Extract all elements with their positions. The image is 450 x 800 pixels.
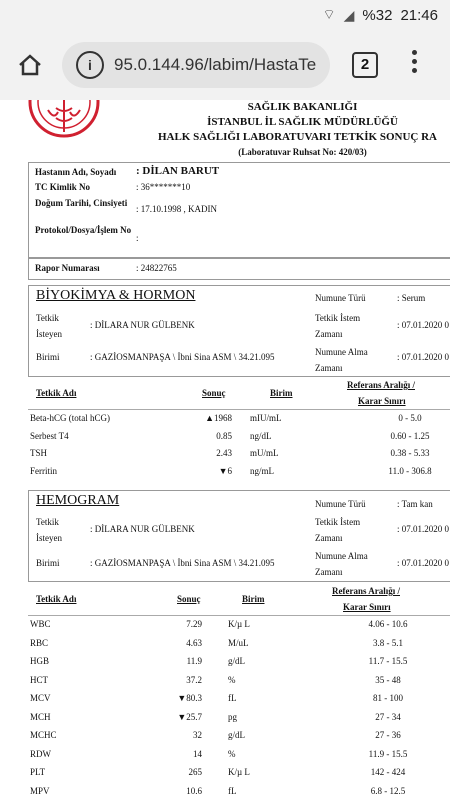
- request-time: : 07.01.2020 0: [397, 320, 450, 330]
- browser-toolbar: [0, 30, 450, 100]
- test-unit: fL: [228, 693, 237, 703]
- test-reference: 11.0 - 306.8: [388, 465, 432, 476]
- header-directorate: İSTANBUL İL SAĞLIK MÜDÜRLÜĞÜ: [207, 116, 398, 128]
- unit-label: Birimi: [36, 558, 60, 568]
- test-result: 32: [193, 730, 202, 740]
- test-unit: mIU/mL: [250, 413, 282, 423]
- sample-type-label: Numune Türü: [315, 499, 366, 509]
- test-name: RDW: [30, 748, 51, 759]
- test-reference: 0.38 - 5.33: [390, 448, 430, 458]
- test-name: Serbest T4: [30, 430, 69, 441]
- url-text: 95.0.144.96/labim/HastaTe: [114, 55, 317, 74]
- request-time-label: Tetkik İstem Zamanı: [315, 517, 361, 543]
- signal-icon: ◢: [343, 6, 355, 23]
- test-reference: 142 - 424: [370, 767, 406, 777]
- home-icon: [18, 54, 42, 76]
- patient-name-label: Hastanın Adı, Soyadı: [35, 167, 117, 177]
- test-reference: 27 - 34: [375, 711, 401, 722]
- test-result: ▼25.7: [177, 711, 202, 722]
- section-title-hemogram: HEMOGRAM: [36, 493, 120, 508]
- requester: : DİLARA NUR GÜLBENK: [90, 320, 195, 330]
- test-reference: 4.06 - 10.6: [368, 619, 408, 629]
- test-name: RBC: [30, 637, 49, 648]
- test-name: PLT: [30, 767, 46, 777]
- divider: [28, 615, 450, 616]
- status-bar: [0, 0, 450, 30]
- request-time: : 07.01.2020 0: [397, 524, 450, 534]
- test-reference: 0 - 5.0: [398, 413, 422, 423]
- header-lab: HALK SAĞLIĞI LABORATUVARI TETKİK SONUÇ RA: [157, 131, 438, 143]
- collect-time-label: Numune Alma Zamanı: [315, 551, 368, 577]
- header-ministry: SAĞLIK BAKANLIĞI: [247, 101, 358, 113]
- test-name: TSH: [30, 448, 48, 458]
- col-test-name: Tetkik Adı: [36, 594, 77, 604]
- request-time-label: Tetkik İstem Zamanı: [315, 313, 361, 339]
- test-result: 37.2: [186, 674, 202, 685]
- report-number: : 24822765: [136, 263, 177, 273]
- wifi-icon: ⌔: [322, 6, 336, 22]
- unit-label: Birimi: [36, 352, 60, 362]
- test-name: WBC: [30, 619, 51, 629]
- protocol-value: :: [136, 233, 139, 243]
- col-ref: Referans Aralığı /: [332, 586, 400, 596]
- test-name: MCH: [30, 711, 51, 722]
- ministry-logo: [28, 100, 100, 142]
- test-reference: 81 - 100: [373, 693, 403, 703]
- test-result: 4.63: [186, 637, 202, 648]
- col-test-name: Tetkik Adı: [36, 388, 77, 398]
- requester-label: Tetkik İsteyen: [36, 313, 62, 339]
- test-result: 0.85: [216, 430, 232, 441]
- test-reference: 11.9 - 15.5: [368, 748, 408, 759]
- divider: [28, 409, 450, 410]
- sample-type: : Tam kan: [397, 499, 433, 509]
- test-unit: fL: [228, 785, 237, 796]
- test-result: 2.43: [216, 448, 232, 458]
- address-bar[interactable]: [62, 42, 330, 88]
- col-result: Sonuç: [177, 594, 201, 604]
- test-unit: K/µ L: [228, 767, 250, 777]
- requester: : DİLARA NUR GÜLBENK: [90, 524, 195, 534]
- dob-label: Doğum Tarihi, Cinsiyeti: [35, 198, 128, 208]
- report-number-label: Rapor Numarası: [35, 263, 100, 273]
- col-result: Sonuç: [202, 388, 226, 398]
- sample-type: : Serum: [397, 293, 426, 303]
- report-header: [155, 100, 450, 160]
- test-result: 265: [188, 767, 202, 777]
- col-unit: Birim: [270, 388, 293, 398]
- col-ref-2: Karar Sınırı: [358, 396, 406, 406]
- test-reference: 3.8 - 5.1: [373, 637, 403, 648]
- test-name: HGB: [30, 656, 50, 666]
- sample-type-label: Numune Türü: [315, 293, 366, 303]
- test-name: MCHC: [30, 730, 57, 740]
- test-unit: %: [228, 748, 236, 759]
- unit: : GAZİOSMANPAŞA \ İbni Sina ASM \ 34.21.095: [90, 558, 275, 568]
- collect-time: : 07.01.2020 0: [397, 558, 450, 568]
- test-unit: K/µ L: [228, 619, 250, 629]
- test-result: 7.29: [186, 619, 202, 629]
- col-ref: Referans Aralığı /: [347, 380, 415, 390]
- home-button[interactable]: [0, 54, 60, 76]
- test-name: Ferritin: [30, 465, 57, 476]
- test-name: MCV: [30, 693, 51, 703]
- patient-name: : DİLAN BARUT: [136, 165, 220, 177]
- col-unit: Birim: [242, 594, 265, 604]
- clock: 21:46: [400, 6, 438, 24]
- test-reference: 35 - 48: [375, 674, 401, 685]
- test-reference: 6.8 - 12.5: [370, 785, 406, 796]
- test-name: HCT: [30, 674, 48, 685]
- test-result: 11.9: [186, 656, 202, 666]
- protocol-label: Protokol/Dosya/İşlem No: [35, 225, 132, 235]
- report-page: [0, 100, 450, 800]
- tc-label: TC Kimlik No: [35, 182, 91, 192]
- test-unit: mU/mL: [250, 448, 279, 458]
- info-icon[interactable]: i: [76, 51, 104, 79]
- test-unit: g/dL: [228, 730, 245, 740]
- collect-time-label: Numune Alma Zamanı: [315, 347, 368, 373]
- test-unit: M/uL: [228, 637, 249, 648]
- tab-switcher-button[interactable]: 2: [352, 52, 378, 78]
- dob-value: : 17.10.1998 , KADIN: [136, 204, 217, 214]
- test-unit: g/dL: [228, 656, 245, 666]
- test-unit: %: [228, 674, 236, 685]
- unit: : GAZİOSMANPAŞA \ İbni Sina ASM \ 34.21.095: [90, 352, 275, 362]
- col-ref-2: Karar Sınırı: [343, 602, 391, 612]
- header-license: (Laboratuvar Ruhsat No: 420/03): [238, 147, 367, 157]
- test-unit: pg: [228, 711, 237, 722]
- test-reference: 0.60 - 1.25: [390, 430, 430, 441]
- battery-text: %32: [362, 6, 393, 24]
- test-result: ▼80.3: [177, 693, 202, 703]
- test-reference: 11.7 - 15.5: [368, 656, 408, 666]
- test-reference: 27 - 36: [375, 730, 401, 740]
- test-unit: ng/dL: [250, 430, 272, 441]
- test-unit: ng/mL: [250, 465, 274, 476]
- test-result: ▲1968: [205, 413, 232, 423]
- test-result: ▼6: [218, 465, 232, 476]
- test-result: 10.6: [186, 785, 202, 796]
- section-title-biochem: BİYOKİMYA & HORMON: [36, 288, 196, 303]
- tc-value: : 36*******10: [136, 182, 191, 192]
- test-name: MPV: [30, 785, 50, 796]
- test-name: Beta-hCG (total hCG): [30, 413, 110, 423]
- collect-time: : 07.01.2020 0: [397, 352, 450, 362]
- test-result: 14: [193, 748, 202, 759]
- requester-label: Tetkik İsteyen: [36, 517, 62, 543]
- overflow-menu-icon[interactable]: [412, 50, 418, 77]
